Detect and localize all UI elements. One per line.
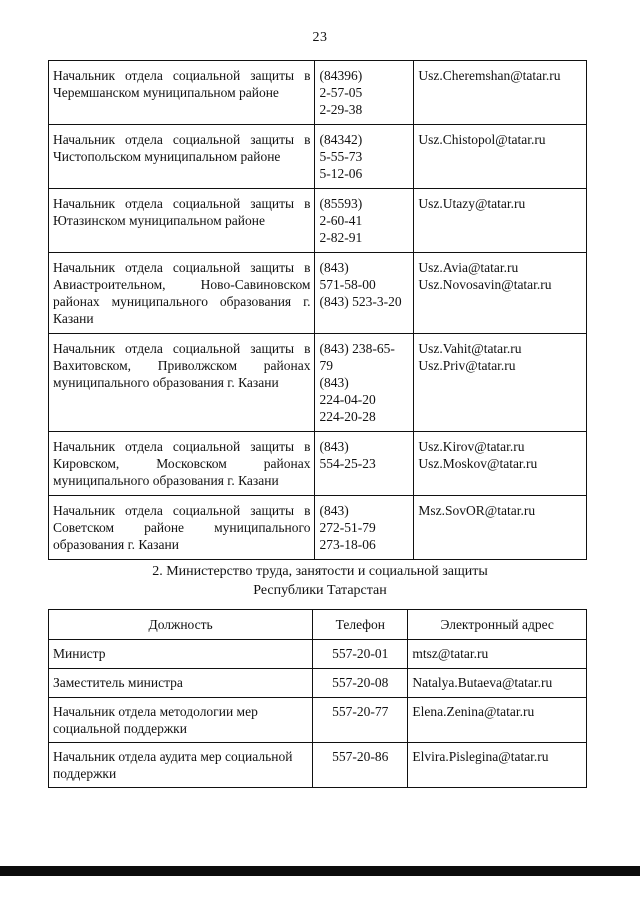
header-email: Электронный адрес bbox=[408, 610, 587, 640]
phone-cell: 557-20-77 bbox=[313, 698, 408, 743]
phone-cell-line: 2-60-41 bbox=[319, 213, 363, 228]
email-cell-line: Usz.Moskov@tatar.ru bbox=[418, 456, 538, 471]
email-cell-line: Usz.Priv@tatar.ru bbox=[418, 358, 516, 373]
phone-cell-line: (843) bbox=[319, 375, 349, 390]
header-phone: Телефон bbox=[313, 610, 408, 640]
table-row bbox=[49, 698, 587, 743]
table-row bbox=[49, 432, 587, 496]
phone-cell: 557-20-01 bbox=[313, 640, 408, 669]
phone-cell bbox=[315, 432, 414, 496]
email-cell-line: Usz.Chistopol@tatar.ru bbox=[418, 132, 546, 147]
table-row bbox=[49, 669, 587, 698]
phone-cell-line: 554-25-23 bbox=[319, 456, 376, 471]
email-cell: Elena.Zenina@tatar.ru bbox=[408, 698, 587, 743]
phone-cell-line: (843) bbox=[319, 503, 349, 518]
position-cell: Начальник отдела методологии мер социальной поддержки bbox=[49, 698, 313, 743]
email-cell bbox=[414, 432, 587, 496]
phone-cell bbox=[315, 253, 414, 334]
position-cell: Начальник отдела социальной защиты в Авиастроительном, Ново-Савиновском районах муниципального образования г. Казани bbox=[49, 253, 315, 334]
position-cell: Начальник отдела социальной защиты в Чистопольском муниципальном районе bbox=[49, 125, 315, 189]
email-cell-line: Usz.Avia@tatar.ru bbox=[418, 260, 519, 275]
phone-cell-line: (843) bbox=[319, 260, 349, 275]
phone-cell bbox=[315, 61, 414, 125]
phone-cell-line: (843) 238-65- bbox=[319, 341, 395, 356]
email-cell: mtsz@tatar.ru bbox=[408, 640, 587, 669]
header-position: Должность bbox=[49, 610, 313, 640]
phone-cell-line: 5-12-06 bbox=[319, 166, 363, 181]
email-cell-line: Usz.Utazy@tatar.ru bbox=[418, 196, 526, 211]
scan-bottom-edge bbox=[0, 866, 640, 876]
email-cell bbox=[414, 253, 587, 334]
table-header-row bbox=[49, 610, 587, 640]
phone-cell-line: (85593) bbox=[319, 196, 363, 211]
position-cell: Начальник отдела социальной защиты в Кировском, Московском районах муниципального образования г. Казани bbox=[49, 432, 315, 496]
table-row bbox=[49, 61, 587, 125]
position-cell: Начальник отдела социальной защиты в Вахитовском, Приволжском районах муниципального образования г. Казани bbox=[49, 334, 315, 432]
phone-cell-line: (84342) bbox=[319, 132, 363, 147]
phone-cell: 557-20-08 bbox=[313, 669, 408, 698]
section-title-line-1: 2. Министерство труда, занятости и социальной защиты bbox=[152, 564, 488, 579]
email-cell bbox=[414, 61, 587, 125]
section-title bbox=[0, 562, 640, 600]
email-cell: Elvira.Pislegina@tatar.ru bbox=[408, 743, 587, 788]
section-title-line-2: Республики Татарстан bbox=[253, 583, 387, 598]
position-cell: Министр bbox=[49, 640, 313, 669]
email-cell-line: Msz.SovOR@tatar.ru bbox=[418, 503, 536, 518]
regional-contacts-table bbox=[48, 60, 587, 560]
phone-cell-line: 571-58-00 bbox=[319, 277, 376, 292]
phone-cell-line: 273-18-06 bbox=[319, 537, 376, 552]
phone-cell-line: 272-51-79 bbox=[319, 520, 376, 535]
email-cell-line: Usz.Cheremshan@tatar.ru bbox=[418, 68, 561, 83]
table-row bbox=[49, 640, 587, 669]
email-cell bbox=[414, 334, 587, 432]
email-cell-line: Usz.Novosavin@tatar.ru bbox=[418, 277, 552, 292]
phone-cell: 557-20-86 bbox=[313, 743, 408, 788]
email-cell bbox=[414, 189, 587, 253]
phone-cell-line: 2-57-05 bbox=[319, 85, 363, 100]
email-cell-line: Usz.Kirov@tatar.ru bbox=[418, 439, 525, 454]
table-row bbox=[49, 189, 587, 253]
email-cell: Natalya.Butaeva@tatar.ru bbox=[408, 669, 587, 698]
phone-cell-line: 224-20-28 bbox=[319, 409, 376, 424]
phone-cell bbox=[315, 189, 414, 253]
phone-cell bbox=[315, 496, 414, 560]
phone-cell bbox=[315, 125, 414, 189]
phone-cell-line: 79 bbox=[319, 358, 333, 373]
position-cell: Начальник отдела аудита мер социальной поддержки bbox=[49, 743, 313, 788]
phone-cell-line: (84396) bbox=[319, 68, 363, 83]
position-cell: Начальник отдела социальной защиты в Черемшанском муниципальном районе bbox=[49, 61, 315, 125]
table-row bbox=[49, 496, 587, 560]
phone-cell-line: 2-29-38 bbox=[319, 102, 363, 117]
email-cell bbox=[414, 496, 587, 560]
table-row bbox=[49, 253, 587, 334]
phone-cell-line: (843) 523-3-20 bbox=[319, 294, 402, 309]
table-row bbox=[49, 743, 587, 788]
phone-cell bbox=[315, 334, 414, 432]
email-cell-line: Usz.Vahit@tatar.ru bbox=[418, 341, 522, 356]
phone-cell-line: 5-55-73 bbox=[319, 149, 363, 164]
position-cell: Начальник отдела социальной защиты в Советском районе муниципального образования г. Казани bbox=[49, 496, 315, 560]
position-cell: Начальник отдела социальной защиты в Ютазинском муниципальном районе bbox=[49, 189, 315, 253]
position-cell: Заместитель министра bbox=[49, 669, 313, 698]
table-row bbox=[49, 125, 587, 189]
page-number: 23 bbox=[312, 30, 328, 45]
phone-cell-line: (843) bbox=[319, 439, 349, 454]
email-cell bbox=[414, 125, 587, 189]
phone-cell-line: 2-82-91 bbox=[319, 230, 363, 245]
ministry-contacts-table bbox=[48, 609, 587, 788]
table-row bbox=[49, 334, 587, 432]
phone-cell-line: 224-04-20 bbox=[319, 392, 376, 407]
